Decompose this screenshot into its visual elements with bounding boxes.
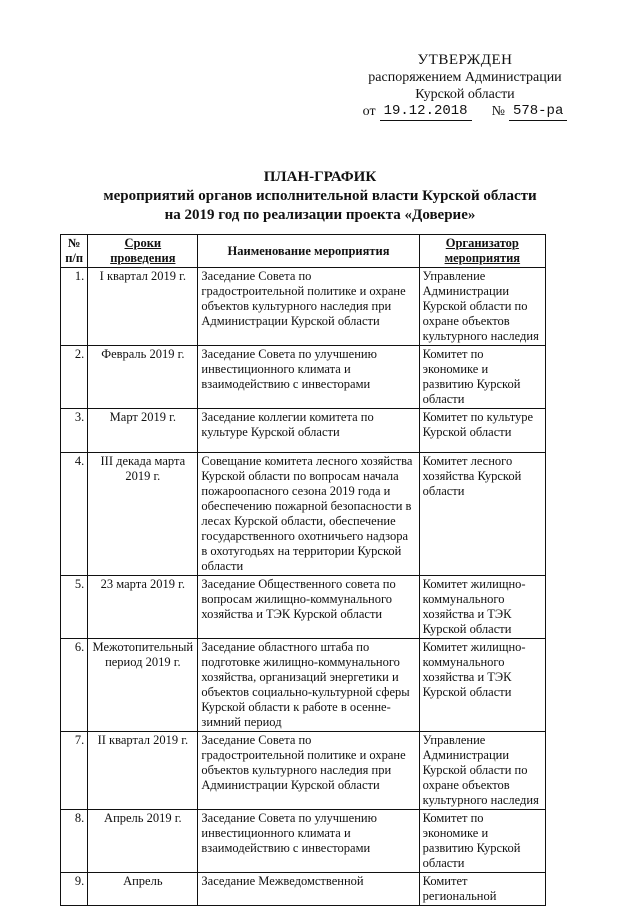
row-org: Управление Администрации Курской области по охране объектов культурного наследия — [419, 732, 545, 810]
approval-date-line — [345, 103, 585, 121]
row-num: 5. — [61, 576, 88, 639]
table-header-row — [61, 235, 546, 268]
row-event: Заседание Общественного совета по вопросам жилищно-коммунального хозяйства и ТЭК Курской области — [198, 576, 419, 639]
approval-line-1: распоряжением Администрации — [368, 70, 562, 85]
number-prefix: № — [491, 104, 505, 119]
header-event: Наименование мероприятия — [198, 235, 419, 268]
row-term: Февраль 2019 г. — [88, 346, 198, 409]
header-num: № п/п — [61, 235, 88, 268]
document-title — [60, 168, 580, 225]
row-num: 2. — [61, 346, 88, 409]
row-term: I квартал 2019 г. — [88, 268, 198, 346]
row-event: Заседание коллегии комитета по культуре Курской области — [198, 409, 419, 453]
approval-number: 578-ра — [509, 103, 567, 121]
row-term: 23 марта 2019 г. — [88, 576, 198, 639]
row-term: Апрель — [88, 873, 198, 906]
table-row — [61, 346, 546, 409]
row-term: Апрель 2019 г. — [88, 810, 198, 873]
table-row — [61, 409, 546, 453]
approval-heading: УТВЕРЖДЕН — [417, 52, 513, 68]
table-row — [61, 639, 546, 732]
row-term: Межотопительный период 2019 г. — [88, 639, 198, 732]
row-org: Комитет региональной — [419, 873, 545, 906]
table-row — [61, 810, 546, 873]
row-num: 7. — [61, 732, 88, 810]
row-org: Комитет по культуре Курской области — [419, 409, 545, 453]
row-event: Заседание Совета по улучшению инвестиционного климата и взаимодействию с инвесторами — [198, 810, 419, 873]
row-event: Заседание областного штаба по подготовке жилищно-коммунального хозяйства, организаций энергетики и объектов социально-культурной сферы Курской области к работе в осенне-зимний период — [198, 639, 419, 732]
title-line-1: ПЛАН-ГРАФИК — [263, 169, 377, 185]
header-term: Сроки проведения — [88, 235, 198, 268]
row-num: 8. — [61, 810, 88, 873]
row-event: Совещание комитета лесного хозяйства Курской области по вопросам начала пожароопасного сезона 2019 года и обеспечению пожарной безопасности в лесах Курской области, обеспечение государственного охотничьего надзора в охотугодьях на территории Курской области — [198, 453, 419, 576]
header-org: Организатор мероприятия — [419, 235, 545, 268]
row-event: Заседание Совета по градостроительной политике и охране объектов культурного наследия при Администрации Курской области — [198, 732, 419, 810]
row-term: III декада марта 2019 г. — [88, 453, 198, 576]
row-num: 6. — [61, 639, 88, 732]
row-org: Комитет по экономике и развитию Курской области — [419, 810, 545, 873]
row-term: II квартал 2019 г. — [88, 732, 198, 810]
title-line-3: на 2019 год по реализации проекта «Доверие» — [164, 207, 476, 223]
row-event: Заседание Межведомственной — [198, 873, 419, 906]
table-row — [61, 732, 546, 810]
table-row — [61, 576, 546, 639]
approval-line-2: Курской области — [415, 87, 515, 102]
row-org: Комитет по экономике и развитию Курской области — [419, 346, 545, 409]
row-org: Комитет лесного хозяйства Курской области — [419, 453, 545, 576]
row-num: 4. — [61, 453, 88, 576]
row-term: Март 2019 г. — [88, 409, 198, 453]
row-event: Заседание Совета по градостроительной политике и охране объектов культурного наследия при Администрации Курской области — [198, 268, 419, 346]
table-row — [61, 453, 546, 576]
table-row — [61, 268, 546, 346]
date-prefix: от — [362, 104, 376, 119]
table-row — [61, 873, 546, 906]
row-event: Заседание Совета по улучшению инвестиционного климата и взаимодействию с инвесторами — [198, 346, 419, 409]
row-num: 1. — [61, 268, 88, 346]
row-num: 3. — [61, 409, 88, 453]
plan-table — [60, 234, 546, 906]
approval-date: 19.12.2018 — [380, 103, 472, 121]
row-org: Управление Администрации Курской области по охране объектов культурного наследия — [419, 268, 545, 346]
row-num: 9. — [61, 873, 88, 906]
row-org: Комитет жилищно-коммунального хозяйства и ТЭК Курской области — [419, 576, 545, 639]
approval-stamp — [345, 52, 585, 121]
row-org: Комитет жилищно-коммунального хозяйства и ТЭК Курской области — [419, 639, 545, 732]
title-line-2: мероприятий органов исполнительной власти Курской области — [103, 188, 537, 204]
